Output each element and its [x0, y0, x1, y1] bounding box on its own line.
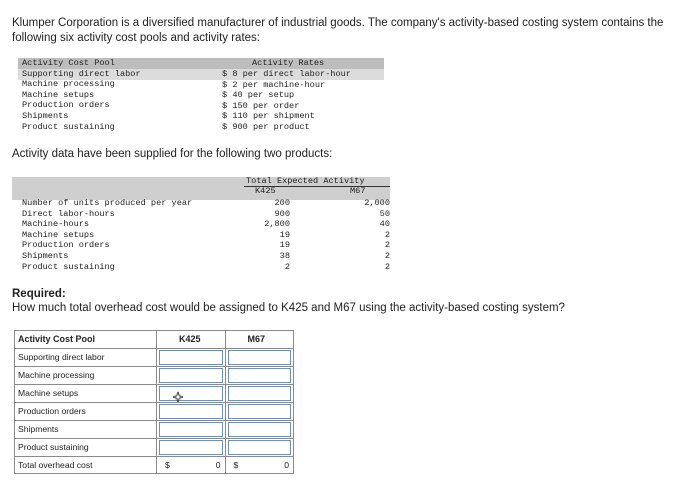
- row-label: Shipments: [22, 250, 69, 261]
- required-section: [12, 287, 565, 315]
- m67-value: 2: [384, 240, 390, 251]
- grid-row-label: Machine setups: [15, 384, 157, 402]
- m67-values: [332, 198, 390, 272]
- m67-total-cell: [225, 456, 293, 474]
- grid-row-label: Shipments: [15, 420, 157, 438]
- rates-pool-1: Supporting direct labor: [22, 68, 141, 79]
- row-label: Machine-hours: [22, 219, 90, 230]
- m67-product-sustaining-input[interactable]: [228, 440, 291, 455]
- grid-row-label: Machine processing: [15, 366, 157, 384]
- total-label: Total overhead cost: [15, 456, 157, 474]
- rates-pool-5: Shipments: [22, 110, 69, 121]
- required-question: How much total overhead cost would be assigned to K425 and M67 using the activity-based costing system?: [12, 302, 565, 314]
- row-label: Product sustaining: [22, 261, 115, 272]
- m67-machine-processing-input[interactable]: [228, 368, 291, 383]
- k425-machine-processing-input[interactable]: [159, 368, 222, 383]
- k425-value: 2: [284, 261, 290, 272]
- k425-total-value: 0: [215, 459, 221, 470]
- table-row: [15, 420, 294, 438]
- k425-value: 19: [279, 240, 290, 251]
- grid-header-pool: Activity Cost Pool: [15, 331, 157, 349]
- row-label: Machine setups: [22, 229, 95, 240]
- m67-production-orders-input[interactable]: [228, 404, 291, 419]
- row-label: Number of units produced per year: [22, 198, 193, 208]
- m67-value: 2: [384, 261, 390, 272]
- k425-value: 2,800: [264, 219, 290, 230]
- m67-value: 2: [384, 229, 390, 240]
- m67-value: 2: [384, 250, 390, 261]
- k425-shipments-input[interactable]: [159, 422, 222, 437]
- k425-value: 200: [274, 198, 290, 208]
- m67-value: 50: [379, 208, 390, 219]
- k425-values: [232, 198, 290, 272]
- rates-header-rate: Activity Rates: [252, 58, 325, 68]
- k425-value: 900: [274, 208, 290, 219]
- currency-symbol: $: [165, 459, 170, 470]
- grid-row-label: Production orders: [15, 402, 157, 420]
- activity-rates-table: [18, 58, 384, 138]
- k425-supporting-labor-input[interactable]: [159, 350, 222, 365]
- grid-header-k425: K425: [157, 331, 225, 349]
- grid-header-m67: M67: [225, 331, 293, 349]
- m67-supporting-labor-input[interactable]: [228, 350, 291, 365]
- k425-total-cell: [157, 456, 225, 474]
- rates-rate-2: $ 2 per machine-hour: [222, 79, 326, 90]
- product-m67-header: M67: [350, 186, 366, 196]
- k425-production-orders-input[interactable]: [159, 404, 222, 419]
- m67-value: 40: [379, 219, 390, 230]
- m67-machine-setups-input[interactable]: [228, 386, 291, 401]
- k425-product-sustaining-input[interactable]: [159, 440, 222, 455]
- rates-rate-6: $ 900 per product: [222, 121, 310, 132]
- row-label: Direct labor-hours: [22, 208, 115, 219]
- answer-grid: [14, 330, 294, 474]
- rates-rate-3: $ 40 per setup: [222, 90, 295, 101]
- rates-rate-4: $ 150 per order: [222, 100, 300, 111]
- rates-pool-2: Machine processing: [22, 79, 115, 90]
- m67-value: 2,000: [364, 198, 390, 208]
- m67-shipments-input[interactable]: [228, 422, 291, 437]
- rates-rate-5: $ 110 per shipment: [222, 111, 315, 122]
- rates-pool-3: Machine setups: [22, 89, 95, 100]
- table-row: [15, 384, 294, 402]
- activity-data-table: [12, 175, 390, 275]
- activity-data-header: Total Expected Activity: [246, 176, 365, 186]
- row-label: Production orders: [22, 240, 110, 251]
- table-row: [15, 366, 294, 384]
- move-cursor-icon: [172, 391, 184, 403]
- k425-value: 19: [279, 229, 290, 240]
- rates-pool-column: [22, 58, 141, 132]
- k425-value: 38: [279, 250, 290, 261]
- rates-rate-1: $ 8 per direct labor-hour: [222, 69, 351, 79]
- total-row: [15, 456, 294, 474]
- currency-symbol: $: [233, 459, 239, 470]
- required-title: Required:: [12, 288, 66, 300]
- rates-pool-4: Production orders: [22, 100, 110, 111]
- table-row: [15, 348, 294, 366]
- product-k425-header: K425: [255, 186, 276, 196]
- rates-rate-column: [222, 69, 351, 133]
- table-row: [15, 402, 294, 420]
- table-row: [15, 438, 294, 456]
- activity-data-labels: [22, 198, 192, 272]
- grid-row-label: Product sustaining: [15, 438, 157, 456]
- k425-machine-setups-input[interactable]: [159, 386, 222, 401]
- grid-row-label: Supporting direct labor: [15, 348, 157, 366]
- intro-text: Klumper Corporation is a diversified manufacturer of industrial goods. The company's activity-based costing system contains the following six activity cost pools and activity rates:: [12, 17, 664, 44]
- m67-total-value: 0: [284, 459, 289, 470]
- data-prompt: Activity data have been supplied for the following two products:: [12, 148, 333, 160]
- rates-header-pool: Activity Cost Pool: [22, 58, 115, 68]
- rates-pool-6: Product sustaining: [22, 121, 115, 132]
